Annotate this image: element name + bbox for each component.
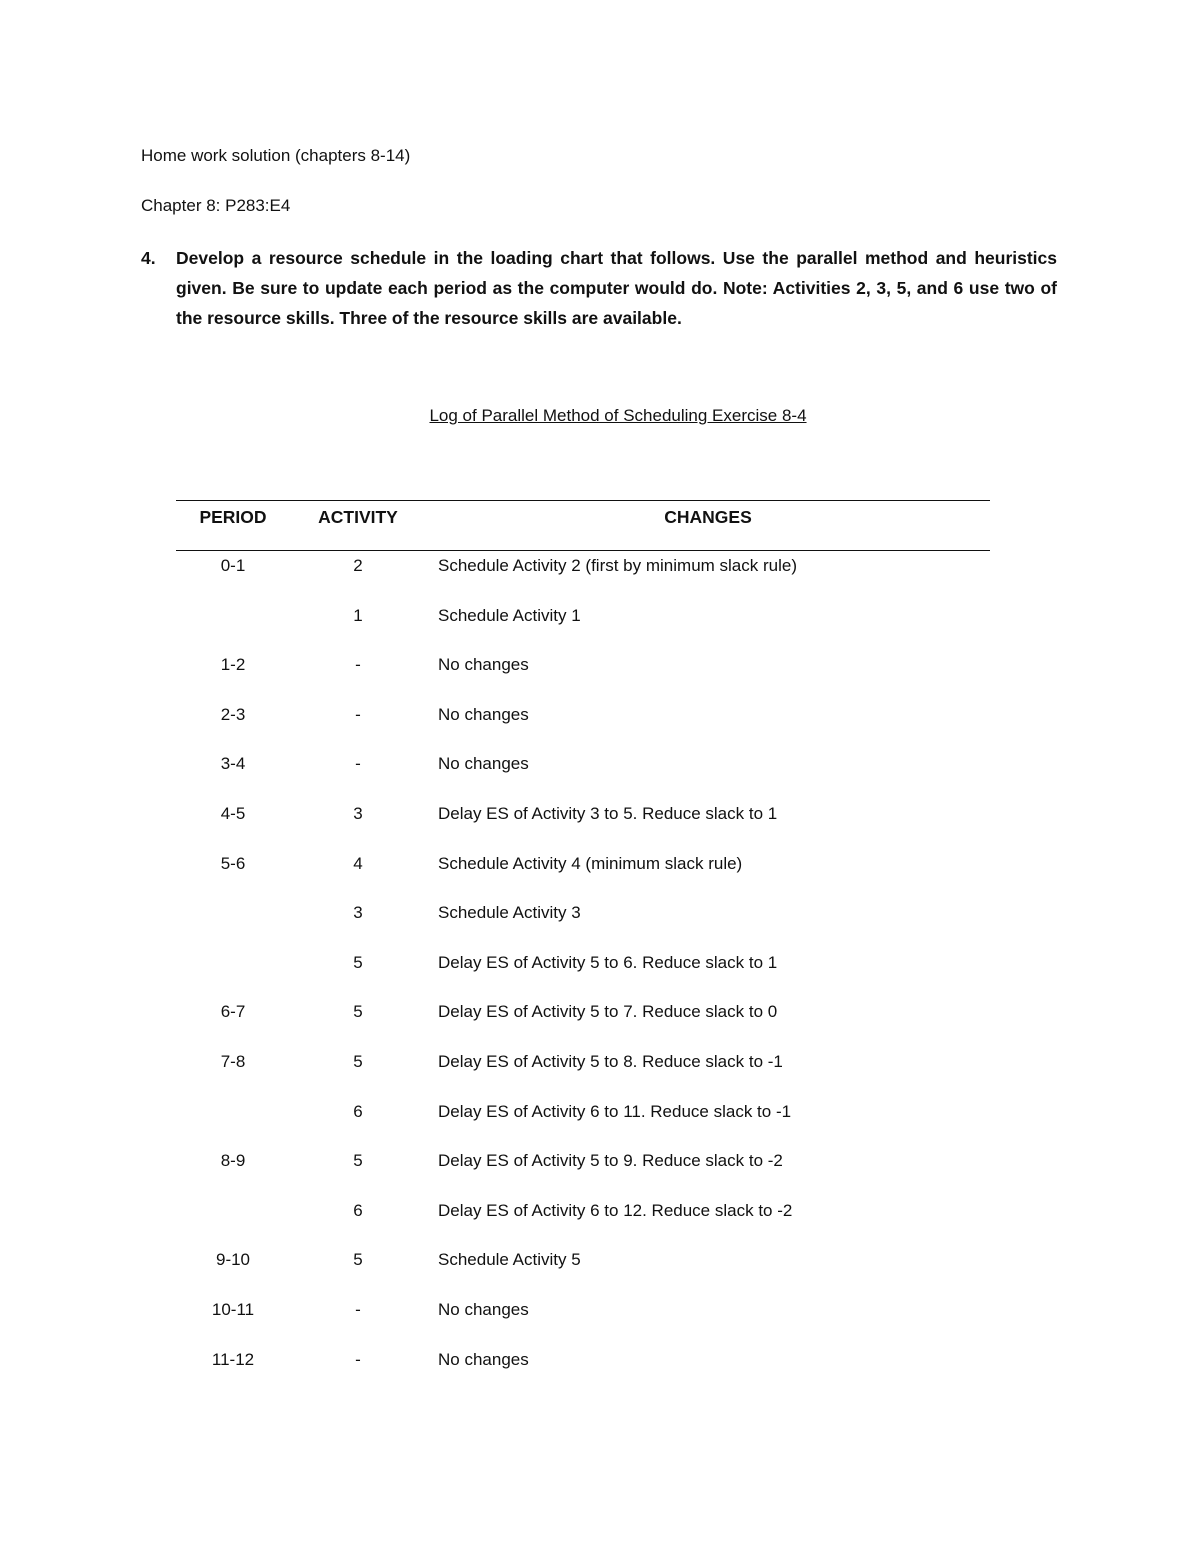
table-row [0, 902, 1200, 952]
period-cell: 9-10 [215, 1250, 251, 1270]
period-cell: 8-9 [220, 1151, 246, 1171]
table-row [0, 803, 1200, 853]
activity-cell: 6 [353, 1200, 363, 1220]
changes-cell: Delay ES of Activity 6 to 12. Reduce slack to -2 [438, 1200, 793, 1220]
table-row [0, 952, 1200, 1002]
activity-cell: 1 [353, 605, 363, 625]
changes-cell: Delay ES of Activity 5 to 7. Reduce slack to 0 [438, 1002, 778, 1022]
period-cell: 4-5 [220, 803, 246, 823]
changes-cell: Delay ES of Activity 5 to 8. Reduce slack to -1 [438, 1051, 783, 1071]
changes-cell: No changes [438, 704, 529, 724]
activity-cell: - [355, 1349, 361, 1369]
activity-cell: 5 [353, 1151, 363, 1171]
period-cell: 1-2 [220, 655, 246, 675]
period-cell: 7-8 [220, 1051, 246, 1071]
activity-cell: - [355, 704, 361, 724]
period-cell: 11-12 [211, 1349, 255, 1369]
changes-cell: No changes [438, 1349, 529, 1369]
activity-cell: 3 [353, 903, 363, 923]
header-activity: ACTIVITY [318, 507, 398, 527]
activity-cell: 4 [353, 853, 363, 873]
activity-cell: 2 [353, 556, 363, 575]
table-row [0, 555, 1200, 605]
table-row [0, 1249, 1200, 1299]
table-row [0, 605, 1200, 655]
table-row [0, 654, 1200, 704]
activity-cell: - [355, 754, 361, 774]
table-row [0, 1101, 1200, 1151]
changes-cell: Schedule Activity 4 (minimum slack rule) [438, 853, 743, 873]
changes-cell: Delay ES of Activity 6 to 11. Reduce slack to -1 [438, 1101, 792, 1121]
period-cell: 0-1 [220, 556, 246, 575]
table-row [0, 704, 1200, 754]
activity-cell: 3 [353, 803, 363, 823]
table-title: Log of Parallel Method of Scheduling Exercise 8-4 [429, 406, 807, 425]
table-row [0, 1150, 1200, 1200]
period-cell: 6-7 [220, 1002, 246, 1022]
table-row [0, 1299, 1200, 1349]
changes-cell: No changes [438, 754, 529, 774]
changes-cell: Schedule Activity 1 [438, 605, 581, 625]
changes-cell: Delay ES of Activity 5 to 9. Reduce slack to -2 [438, 1151, 783, 1171]
table-row [0, 1349, 1200, 1399]
activity-cell: - [355, 655, 361, 675]
changes-cell: No changes [438, 655, 529, 675]
table-row [0, 853, 1200, 903]
period-cell: 2-3 [220, 704, 246, 724]
table-row [0, 753, 1200, 803]
changes-cell: No changes [438, 1299, 529, 1319]
table-body [0, 555, 1200, 1398]
document-title: Home work solution (chapters 8-14) [141, 146, 411, 165]
activity-cell: 5 [353, 1250, 363, 1270]
table-row [0, 1200, 1200, 1250]
question-block [141, 244, 1057, 333]
header-changes: CHANGES [664, 507, 752, 527]
table-top-rule [176, 500, 990, 501]
activity-cell: - [355, 1299, 361, 1319]
question-number: 4. [141, 248, 156, 268]
chapter-reference: Chapter 8: P283:E4 [141, 196, 291, 215]
activity-cell: 5 [353, 1051, 363, 1071]
period-cell: 5-6 [220, 853, 246, 873]
changes-cell: Delay ES of Activity 3 to 5. Reduce slack to 1 [438, 803, 778, 823]
changes-cell: Schedule Activity 2 (first by minimum slack rule) [438, 556, 797, 575]
activity-cell: 5 [353, 1002, 363, 1022]
header-period: PERIOD [199, 507, 267, 527]
table-row [0, 1001, 1200, 1051]
table-row [0, 1051, 1200, 1101]
question-text: Develop a resource schedule in the loading chart that follows. Use the parallel method and heuristics given. Be sure to update each period as the computer would do. Note: Activities 2, 3, 5, and 6 use two of the resource skills. Three of the resource skills are available. [176, 248, 1057, 328]
period-cell: 3-4 [220, 754, 246, 774]
changes-cell: Schedule Activity 5 [438, 1250, 581, 1270]
activity-cell: 6 [353, 1101, 363, 1121]
changes-cell: Delay ES of Activity 5 to 6. Reduce slack to 1 [438, 952, 778, 972]
table-header-rule [176, 550, 990, 551]
activity-cell: 5 [353, 952, 363, 972]
period-cell: 10-11 [211, 1299, 255, 1319]
changes-cell: Schedule Activity 3 [438, 903, 581, 923]
